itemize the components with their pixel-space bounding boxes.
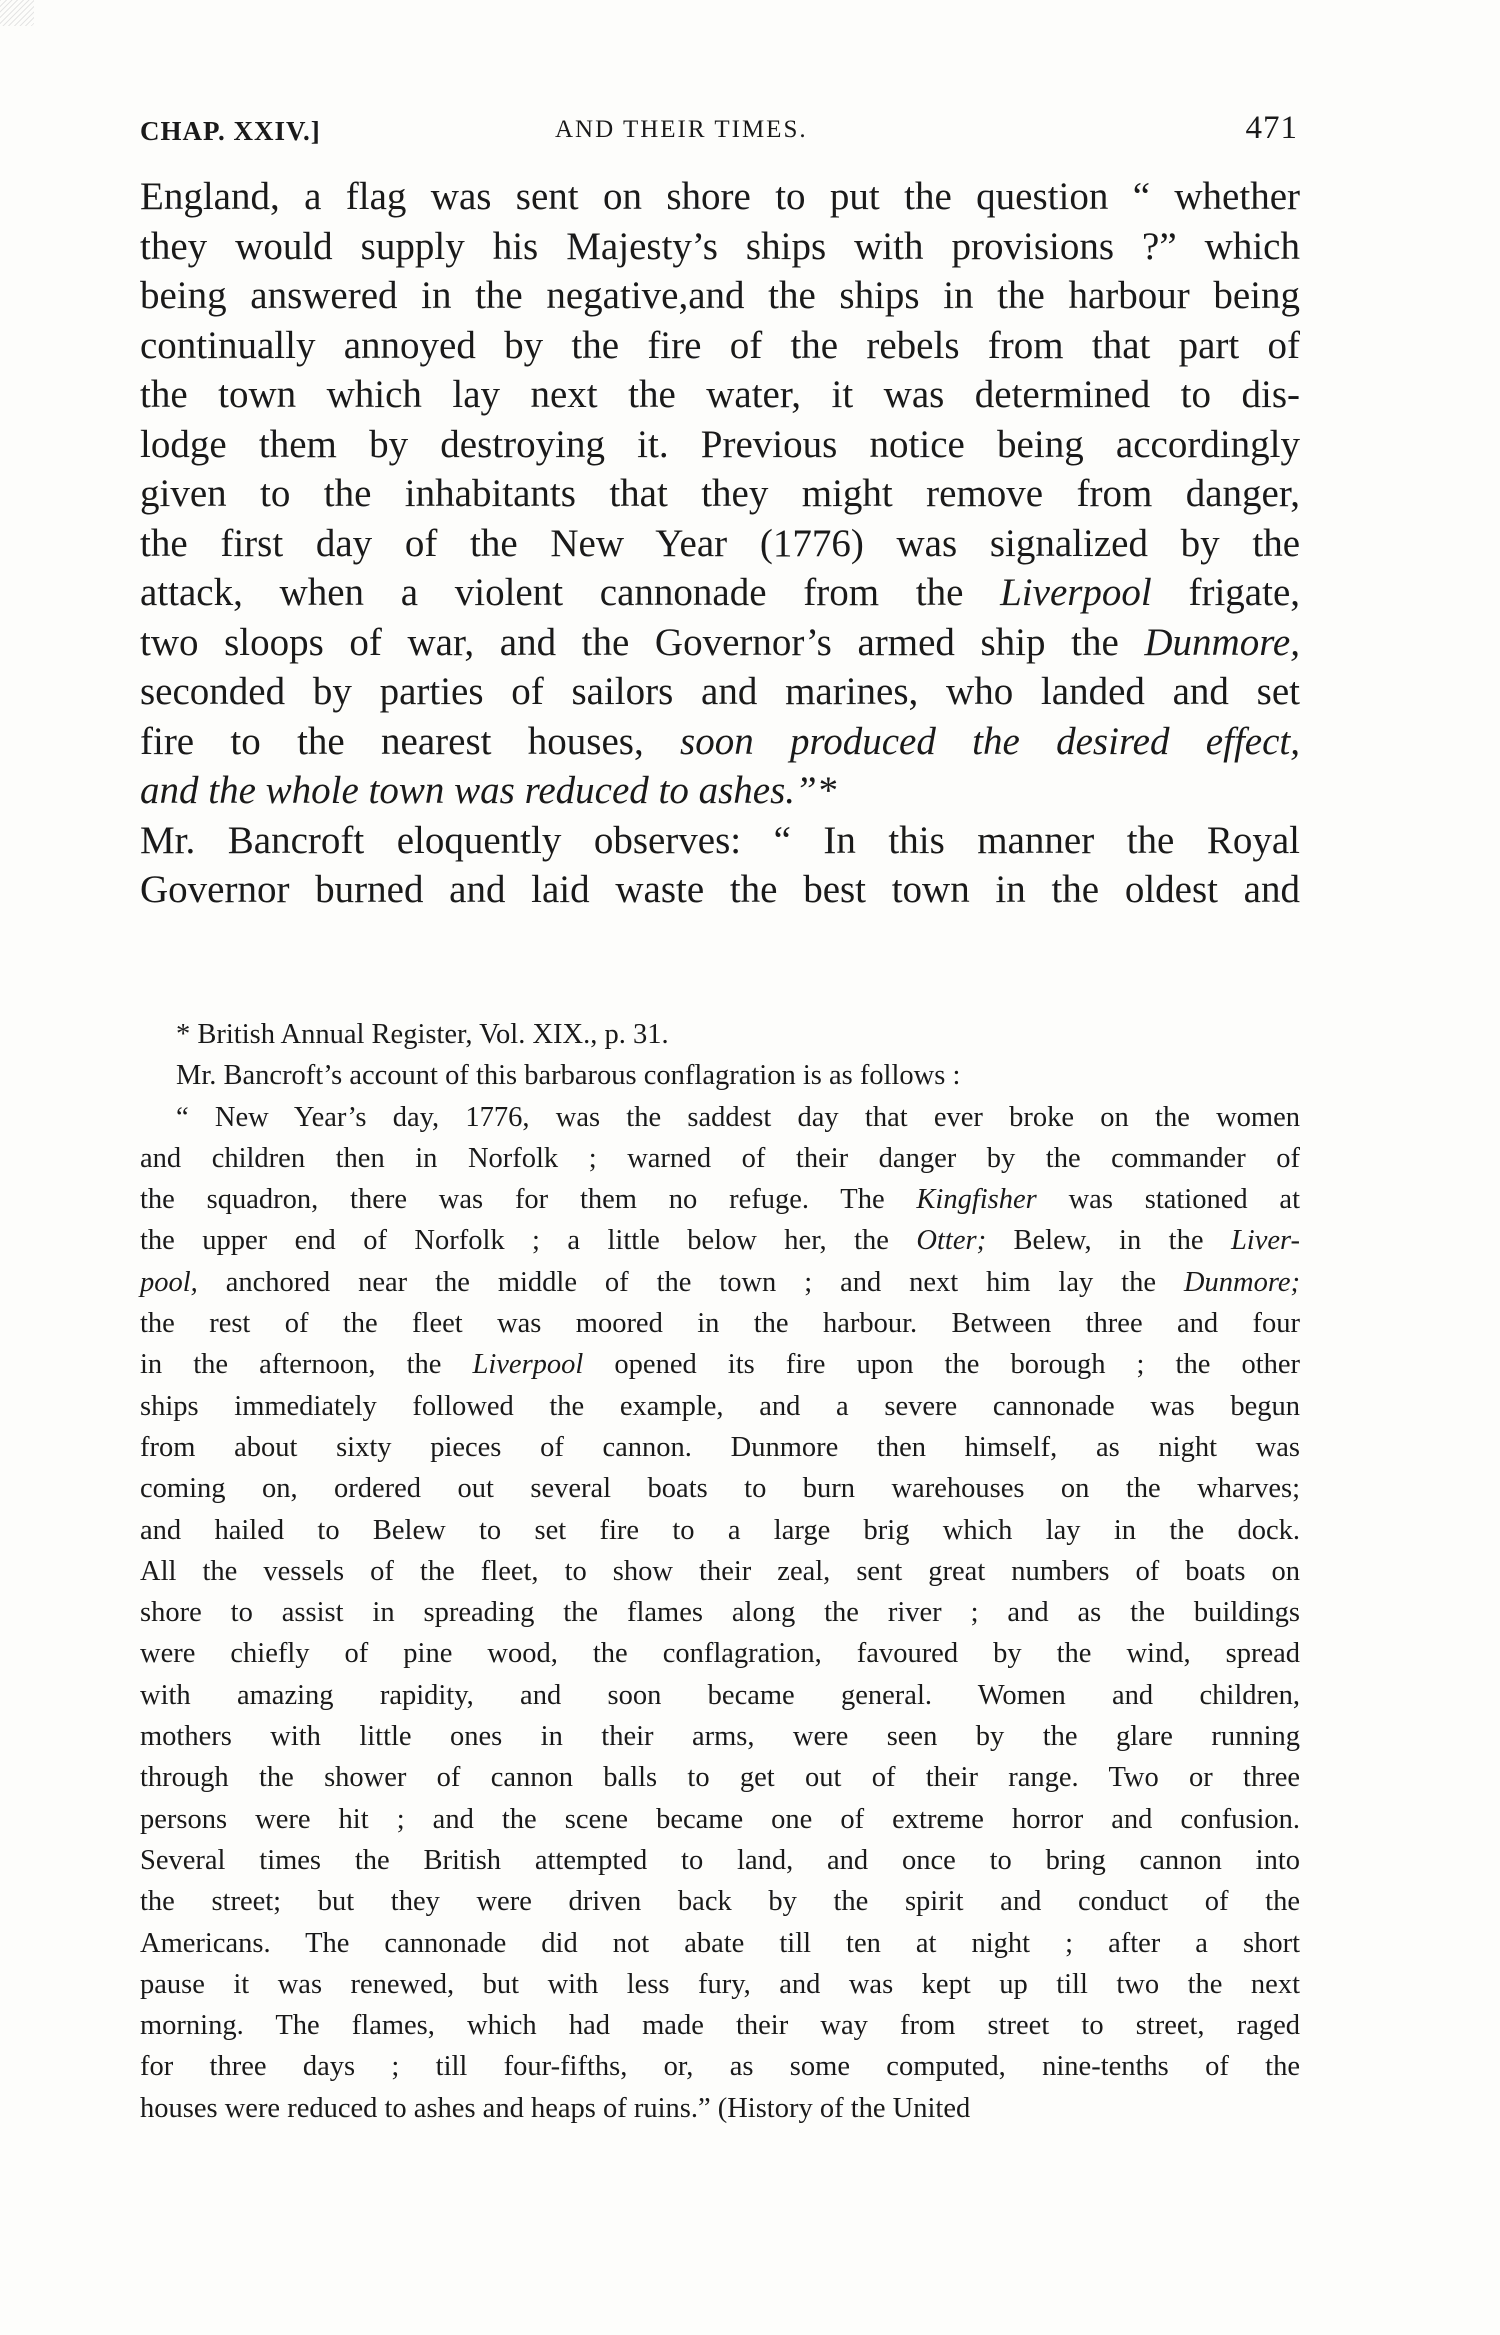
footnote-line: Several times the British attempted to land, and once to bring cannon into <box>140 1844 1300 1876</box>
text-line: continually annoyed by the fire of the rebels from that part of <box>140 323 1300 367</box>
text-line <box>140 717 1300 767</box>
page-number: 471 <box>1245 110 1298 146</box>
italic-ship-name: Dunmore; <box>1183 1266 1301 1298</box>
scan-corner-artifact <box>0 0 34 26</box>
footnote-line: morning. The flames, which had made their way from street to street, raged <box>140 2010 1300 2042</box>
italic-ship-name: Otter; <box>916 1225 987 1257</box>
text-line: Governor burned and laid waste the best town in the oldest and <box>140 868 1300 911</box>
italic-ship-name: pool, <box>140 1266 198 1298</box>
text-line: lodge them by destroying it. Previous notice being accordingly <box>140 422 1300 466</box>
footnote-line: pause it was renewed, but with less fury, and was kept up till two the next <box>140 1968 1300 2000</box>
italic-ship-name: Liver- <box>1230 1225 1301 1257</box>
text-line <box>140 766 1300 816</box>
footnote-line: houses were reduced to ashes and heaps of ruins.” (History of the United <box>140 2092 971 2124</box>
footnote-line <box>140 1179 1300 1220</box>
footnote-line <box>140 1220 1300 1261</box>
italic-phrase: soon produced the desired effect, <box>680 719 1300 763</box>
footnote-line: were chiefly of pine wood, the conflagration, favoured by the wind, spread <box>140 1638 1300 1670</box>
footnote-line: the street; but they were driven back by the spirit and conduct of the <box>140 1886 1300 1918</box>
footnote-line: persons were hit ; and the scene became one of extreme horror and confusion. <box>140 1803 1300 1835</box>
running-title: AND THEIR TIMES. <box>555 116 808 143</box>
footnote-line <box>140 1344 1300 1385</box>
italic-phrase: and the whole town was reduced to ashes.”* <box>140 769 837 812</box>
footnote-line: All the vessels of the fleet, to show their zeal, sent great numbers of boats on <box>140 1555 1300 1587</box>
text-line: seconded by parties of sailors and marines, who landed and set <box>140 670 1300 713</box>
text-segment: frigate, <box>1188 571 1301 614</box>
chapter-label: CHAP. XXIV.] <box>140 116 321 146</box>
footnote-line: and hailed to Belew to set fire to a large brig which lay in the dock. <box>140 1514 1300 1546</box>
text-line: the town which lay next the water, it was determined to dis- <box>140 373 1300 416</box>
text-segment: anchored near the middle of the town ; and next him lay the <box>225 1266 1156 1298</box>
text-line <box>140 568 1300 618</box>
text-line: England, a flag was sent on shore to put the question “ whether <box>140 175 1300 218</box>
footnote-line: * British Annual Register, Vol. XIX., p. 31. <box>176 1019 669 1050</box>
footnote-line <box>140 1262 1300 1303</box>
text-segment: was stationed at <box>1068 1184 1300 1216</box>
italic-ship-name: Liverpool <box>1000 571 1152 614</box>
text-line: being answered in the negative,and the ships in the harbour being <box>140 274 1300 317</box>
main-text <box>140 172 1300 915</box>
text-line: they would supply his Majesty’s ships with provisions ?” which <box>140 224 1300 268</box>
text-segment: Belew, in the <box>1013 1225 1204 1257</box>
text-line: the first day of the New Year (1776) was signalized by the <box>140 521 1300 565</box>
text-line: Mr. Bancroft eloquently observes: “ In this manner the Royal <box>140 818 1300 862</box>
footnote-line: shore to assist in spreading the flames along the river ; and as the buildings <box>140 1597 1300 1629</box>
footnote-line: ships immediately followed the example, and a severe cannonade was begun <box>140 1390 1300 1422</box>
text-segment: the squadron, there was for them no refuge. The <box>140 1184 885 1216</box>
footnote-line: the rest of the fleet was moored in the harbour. Between three and four <box>140 1308 1300 1340</box>
footnote-line: Americans. The cannonade did not abate till ten at night ; after a short <box>140 1927 1300 1959</box>
footnote-line: and children then in Norfolk ; warned of their danger by the commander of <box>140 1142 1300 1174</box>
text-segment: the upper end of Norfolk ; a little below her, the <box>140 1225 889 1257</box>
text-line: given to the inhabitants that they might remove from danger, <box>140 472 1300 515</box>
footnote-line: coming on, ordered out several boats to burn warehouses on the wharves; <box>140 1473 1300 1505</box>
footnote-line: for three days ; till four-fifths, or, as some computed, nine-tenths of the <box>140 2051 1300 2083</box>
footnote-line: Mr. Bancroft’s account of this barbarous conflagration is as follows : <box>176 1060 961 1092</box>
italic-ship-name: Liverpool <box>472 1349 584 1381</box>
footnote-line: through the shower of cannon balls to get out of their range. Two or three <box>140 1762 1300 1794</box>
page <box>140 110 1300 915</box>
running-header <box>140 110 1300 158</box>
footnote-line: “ New Year’s day, 1776, was the saddest day that ever broke on the women <box>176 1101 1300 1133</box>
footnote-line: with amazing rapidity, and soon became general. Women and children, <box>140 1679 1300 1711</box>
text-segment: attack, when a violent cannonade from the <box>140 571 964 614</box>
text-segment: in the afternoon, the <box>140 1349 442 1381</box>
footnotes <box>140 1014 1300 2129</box>
footnote-line: from about sixty pieces of cannon. Dunmore then himself, as night was <box>140 1431 1300 1463</box>
text-line <box>140 618 1300 668</box>
italic-ship-name: Dunmore, <box>1144 620 1300 664</box>
footnote-line: mothers with little ones in their arms, were seen by the glare running <box>140 1721 1300 1753</box>
text-segment: two sloops of war, and the Governor’s armed ship the <box>140 620 1119 664</box>
italic-ship-name: Kingfisher <box>916 1184 1037 1216</box>
text-segment: opened its fire upon the borough ; the other <box>614 1349 1301 1381</box>
text-segment: fire to the nearest houses, <box>140 719 644 763</box>
